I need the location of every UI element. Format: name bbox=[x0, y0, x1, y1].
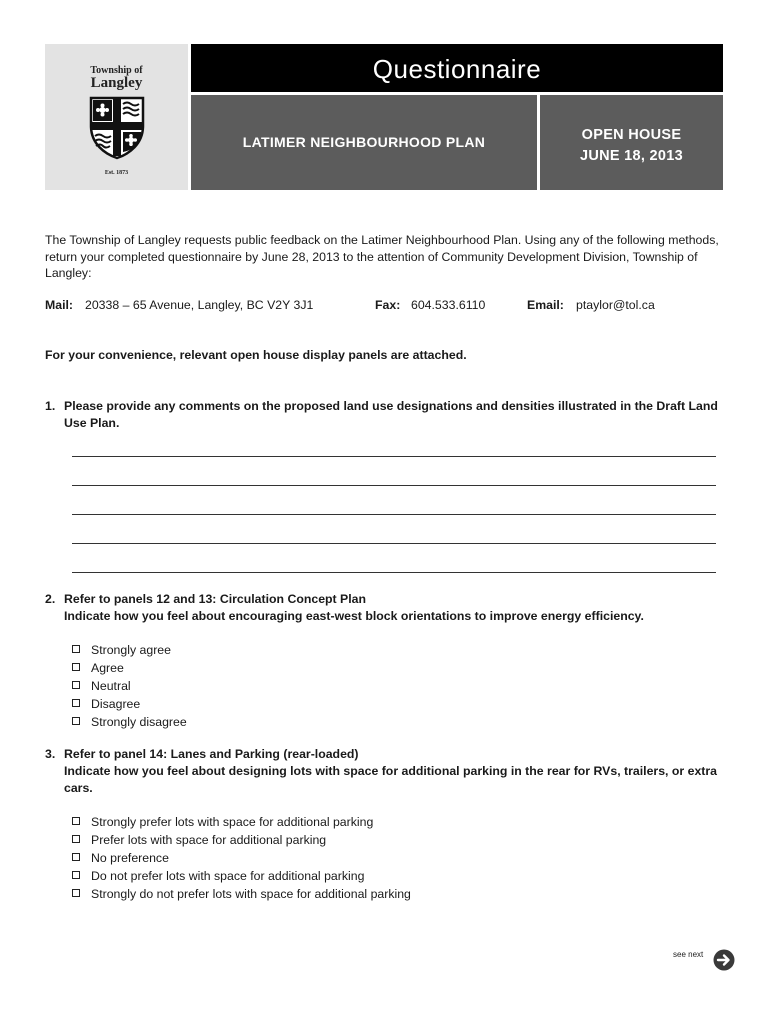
arrow-right-circle-icon[interactable] bbox=[713, 949, 735, 971]
fax-number: 604.533.6110 bbox=[411, 298, 486, 312]
question-number: 2. bbox=[45, 592, 56, 606]
logo-established-text: Est. 1873 bbox=[104, 170, 129, 176]
answer-line[interactable] bbox=[72, 456, 716, 457]
email-label: Email: bbox=[527, 298, 564, 312]
checkbox[interactable] bbox=[72, 853, 80, 861]
checkbox[interactable] bbox=[72, 817, 80, 825]
event-type: OPEN HOUSE bbox=[581, 127, 682, 143]
question-number: 1. bbox=[45, 399, 56, 413]
question-text: Indicate how you feel about designing lots with space for additional parking in the rear for RVs, trailers, or extra cars. bbox=[64, 763, 718, 795]
mail-label: Mail: bbox=[45, 298, 74, 312]
email-address[interactable]: ptaylor@tol.ca bbox=[576, 298, 655, 312]
mail-address: 20338 – 65 Avenue, Langley, BC V2Y 3J1 bbox=[85, 298, 314, 312]
event-date: JUNE 18, 2013 bbox=[579, 148, 684, 164]
question-3 bbox=[45, 746, 725, 796]
plan-name: LATIMER NEIGHBOURHOOD PLAN bbox=[191, 95, 537, 190]
checkbox[interactable] bbox=[72, 717, 80, 725]
see-next-label: see next bbox=[673, 950, 704, 959]
answer-line[interactable] bbox=[72, 514, 716, 515]
coat-of-arms-shield-icon bbox=[89, 96, 145, 160]
intro-paragraph: The Township of Langley requests public feedback on the Latimer Neighbourhood Plan. Using any of the following methods, return your completed questionnaire by June 28, 2013 to the attention of Community Development Division, Township of Langley: bbox=[45, 233, 719, 280]
question-number: 3. bbox=[45, 747, 56, 761]
question-heading: Refer to panels 12 and 13: Circulation Concept Plan bbox=[64, 592, 367, 606]
question-text: Please provide any comments on the proposed land use designations and densities illustrated in the Draft Land Use Plan. bbox=[64, 399, 718, 430]
checkbox[interactable] bbox=[72, 889, 80, 897]
answer-line[interactable] bbox=[72, 572, 716, 573]
checkbox[interactable] bbox=[72, 871, 80, 879]
answer-line[interactable] bbox=[72, 543, 716, 544]
answer-line[interactable] bbox=[72, 485, 716, 486]
checkbox[interactable] bbox=[72, 681, 80, 689]
checkbox[interactable] bbox=[72, 699, 80, 707]
question-heading: Refer to panel 14: Lanes and Parking (rear-loaded) bbox=[64, 747, 359, 761]
checkbox[interactable] bbox=[72, 645, 80, 653]
checkbox[interactable] bbox=[72, 835, 80, 843]
convenience-note: For your convenience, relevant open house display panels are attached. bbox=[45, 348, 467, 362]
question-text: Indicate how you feel about encouraging east-west block orientations to improve energy efficiency. bbox=[64, 608, 644, 623]
page-header bbox=[45, 44, 723, 190]
question-1 bbox=[45, 398, 725, 432]
checkbox[interactable] bbox=[72, 663, 80, 671]
page-title: Questionnaire bbox=[191, 44, 723, 92]
fax-label: Fax: bbox=[375, 298, 401, 312]
question-2 bbox=[45, 591, 725, 625]
logo-langley-text: Langley bbox=[90, 75, 143, 91]
logo-township-text: Township of bbox=[90, 65, 143, 76]
event-info bbox=[540, 95, 723, 190]
township-logo bbox=[45, 44, 188, 190]
